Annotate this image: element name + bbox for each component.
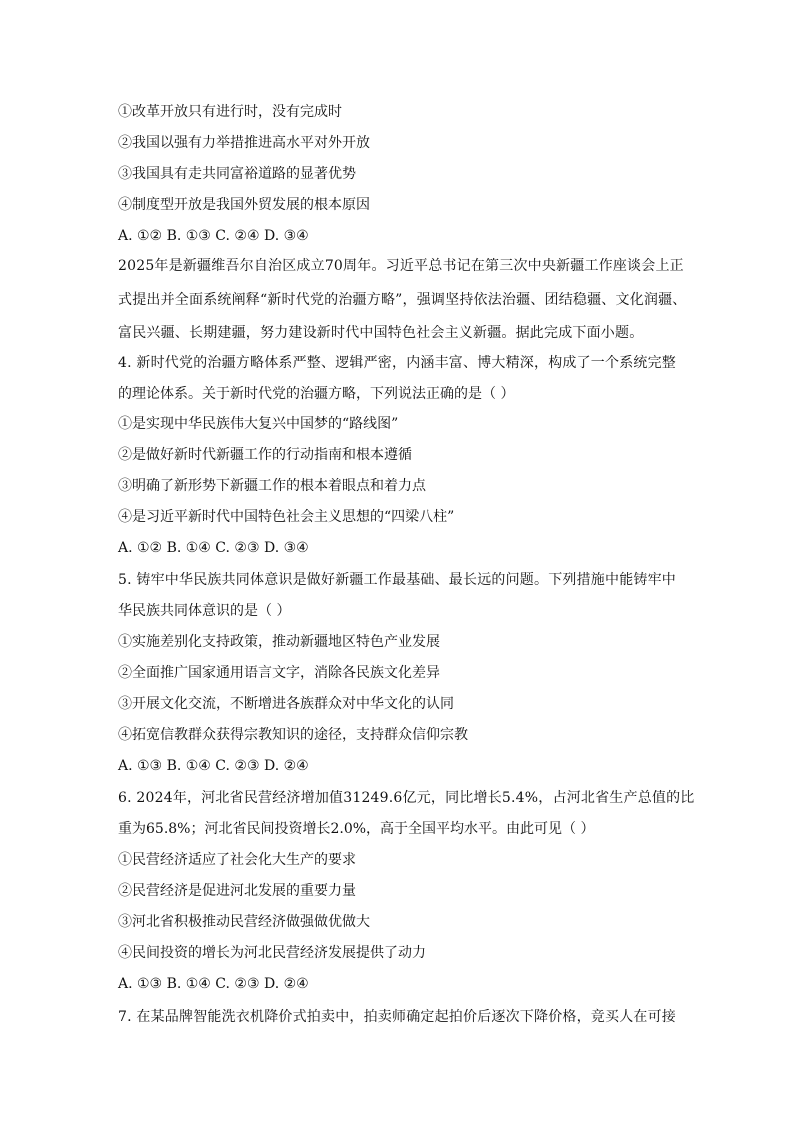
q5-option-3: ③开展文化交流，不断增进各族群众对中华文化的认同	[118, 696, 454, 712]
q4-option-1: ①是实现中华民族伟大复兴中国梦的“路线图”	[118, 416, 399, 432]
q5-answer-choices: A. ①③ B. ①④ C. ②③ D. ②④	[118, 758, 309, 774]
q5-stem-line-1: 5. 铸牢中华民族共同体意识是做好新疆工作最基础、最长远的问题。下列措施中能铸牢中	[118, 572, 677, 588]
q6-answer-choices: A. ①③ B. ①④ C. ②③ D. ②④	[118, 976, 309, 992]
q6-stem-line-1: 6. 2024年，河北省民营经济增加值31249.6亿元，同比增长5.4%，占河北省生产总值的比	[118, 790, 695, 806]
q5-option-1: ①实施差别化支持政策，推动新疆地区特色产业发展	[118, 634, 440, 650]
q5-option-2: ②全面推广国家通用语言文字，消除各民族文化差异	[118, 665, 440, 681]
q3-option-4: ④制度型开放是我国外贸发展的根本原因	[118, 197, 370, 213]
q4-option-2: ②是做好新时代新疆工作的行动指南和根本遵循	[118, 447, 412, 463]
q3-answer-choices: A. ①② B. ①③ C. ②④ D. ③④	[118, 228, 309, 244]
passage-line-3: 富民兴疆、长期建疆，努力建设新时代中国特色社会主义新疆。据此完成下面小题。	[118, 325, 644, 341]
q4-option-3: ③明确了新形势下新疆工作的根本着眼点和着力点	[118, 478, 426, 494]
q5-option-4: ④拓宽信教群众获得宗教知识的途径，支持群众信仰宗教	[118, 727, 468, 743]
q6-option-1: ①民营经济适应了社会化大生产的要求	[118, 852, 356, 868]
passage-line-2: 式提出并全面系统阐释“新时代党的治疆方略”，强调坚持依法治疆、团结稳疆、文化润疆、	[118, 292, 687, 308]
q4-stem-line-1: 4. 新时代党的治疆方略体系严整、逻辑严密，内涵丰富、博大精深，构成了一个系统完整	[118, 355, 677, 371]
q3-option-3: ③我国具有走共同富裕道路的显著优势	[118, 166, 356, 182]
q3-option-1: ①改革开放只有进行时，没有完成时	[118, 104, 342, 120]
q6-option-3: ③河北省积极推动民营经济做强做优做大	[118, 914, 370, 930]
q3-option-2: ②我国以强有力举措推进高水平对外开放	[118, 135, 370, 151]
q7-stem-line-1: 7. 在某品牌智能洗衣机降价式拍卖中，拍卖师确定起拍价后逐次下降价格，竞买人在可接	[118, 1009, 677, 1025]
q5-stem-line-2: 华民族共同体意识的是（ ）	[118, 603, 291, 619]
q6-option-2: ②民营经济是促进河北发展的重要力量	[118, 883, 356, 899]
q4-option-4: ④是习近平新时代中国特色社会主义思想的“四梁八柱”	[118, 509, 455, 525]
q6-stem-line-2: 重为65.8%；河北省民间投资增长2.0%，高于全国平均水平。由此可见（ ）	[118, 821, 595, 837]
q6-option-4: ④民间投资的增长为河北民营经济发展提供了动力	[118, 945, 426, 961]
q4-answer-choices: A. ①② B. ①④ C. ②③ D. ③④	[118, 540, 309, 556]
q4-stem-line-2: 的理论体系。关于新时代党的治疆方略，下列说法正确的是（ ）	[118, 386, 515, 402]
passage-line-1: 2025年是新疆维吾尔自治区成立70周年。习近平总书记在第三次中央新疆工作座谈会上正	[118, 258, 684, 274]
